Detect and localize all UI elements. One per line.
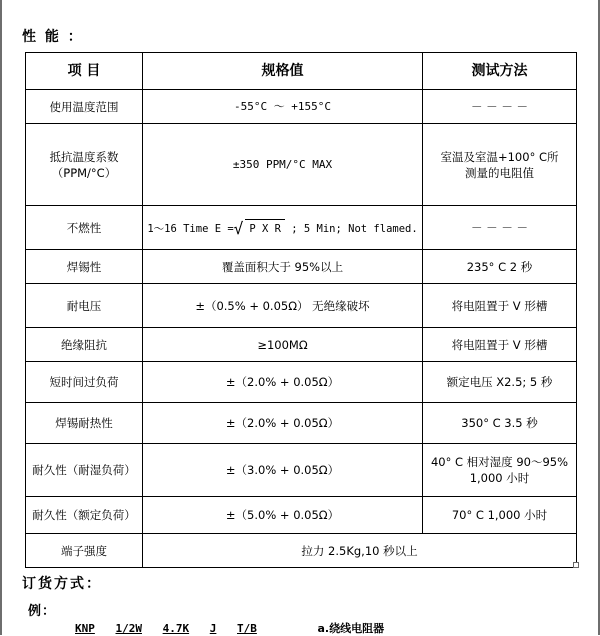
row-method: 将电阻置于 V 形槽	[423, 284, 577, 328]
row-item: 端子强度	[26, 534, 143, 568]
table-row	[26, 328, 577, 362]
table-row	[26, 90, 577, 124]
order-code-packing: T/B	[237, 622, 257, 635]
row-item: 绝缘阻抗	[26, 328, 143, 362]
row-item: 耐久性（耐湿负荷）	[26, 444, 143, 497]
table-row	[26, 206, 577, 250]
order-code-power: 1/2W	[115, 622, 142, 635]
row-spec: ±（2.0% + 0.05Ω）	[143, 362, 423, 403]
row-item: 短时间过负荷	[26, 362, 143, 403]
performance-heading: 性 能 ：	[22, 29, 84, 45]
row-item: 抵抗温度系数 （PPM/°C）	[26, 124, 143, 206]
order-code-example	[75, 620, 384, 636]
row-item: 焊锡耐热性	[26, 403, 143, 444]
row-method: － － － －	[423, 90, 577, 124]
order-code-resistance: 4.7K	[162, 622, 190, 635]
formula-prefix: 1～16 Time E =	[147, 222, 234, 235]
table-row	[26, 403, 577, 444]
row-spec-merged: 拉力 2.5Kg,10 秒以上	[143, 534, 577, 568]
row-item: 使用温度范围	[26, 90, 143, 124]
row-spec: ±（0.5% + 0.05Ω） 无绝缘破坏	[143, 284, 423, 328]
row-item: 耐电压	[26, 284, 143, 328]
table-row	[26, 362, 577, 403]
table-row	[26, 534, 577, 568]
row-method: 235° C 2 秒	[423, 250, 577, 284]
row-method: 70° C 1,000 小时	[423, 497, 577, 534]
spec-table	[25, 52, 577, 568]
row-method: 350° C 3.5 秒	[423, 403, 577, 444]
row-method: － － － －	[423, 206, 577, 250]
order-code-tolerance: J	[209, 622, 217, 635]
row-method: 将电阻置于 V 形槽	[423, 328, 577, 362]
example-heading: 例：	[28, 604, 57, 619]
table-row	[26, 250, 577, 284]
row-spec: ±（2.0% + 0.05Ω）	[143, 403, 423, 444]
row-spec: ≥100MΩ	[143, 328, 423, 362]
row-spec: ±（3.0% + 0.05Ω）	[143, 444, 423, 497]
row-spec: ±（5.0% + 0.05Ω）	[143, 497, 423, 534]
table-header-row	[26, 53, 577, 90]
radical-sign-icon: √	[233, 218, 244, 238]
row-spec: ±350 PPM/°C MAX	[143, 124, 423, 206]
window-frame-left	[0, 0, 2, 635]
table-row	[26, 444, 577, 497]
row-item: 耐久性（额定负荷）	[26, 497, 143, 534]
order-code-label: a.绕线电阻器	[317, 622, 385, 635]
table-resize-handle[interactable]	[573, 562, 579, 568]
row-method: 室温及室温+100° C所 测量的电阻值	[423, 124, 577, 206]
row-method: 40° C 相对湿度 90～95% 1,000 小时	[423, 444, 577, 497]
order-code-series: KNP	[75, 622, 95, 635]
ordering-heading: 订货方式：	[22, 576, 102, 592]
row-spec: -55°C ～ +155°C	[143, 90, 423, 124]
table-row	[26, 284, 577, 328]
table-row	[26, 497, 577, 534]
formula-radicand: P X R	[245, 219, 285, 237]
row-method: 额定电压 X2.5; 5 秒	[423, 362, 577, 403]
row-item: 焊锡性	[26, 250, 143, 284]
header-method: 测试方法	[423, 53, 577, 90]
row-spec: 覆盖面积大于 95%以上	[143, 250, 423, 284]
row-item: 不燃性	[26, 206, 143, 250]
table-row	[26, 124, 577, 206]
formula-suffix: ; 5 Min; Not flamed.	[291, 222, 418, 235]
header-spec: 规格值	[143, 53, 423, 90]
row-spec-formula	[143, 206, 423, 250]
header-item: 项 目	[26, 53, 143, 90]
